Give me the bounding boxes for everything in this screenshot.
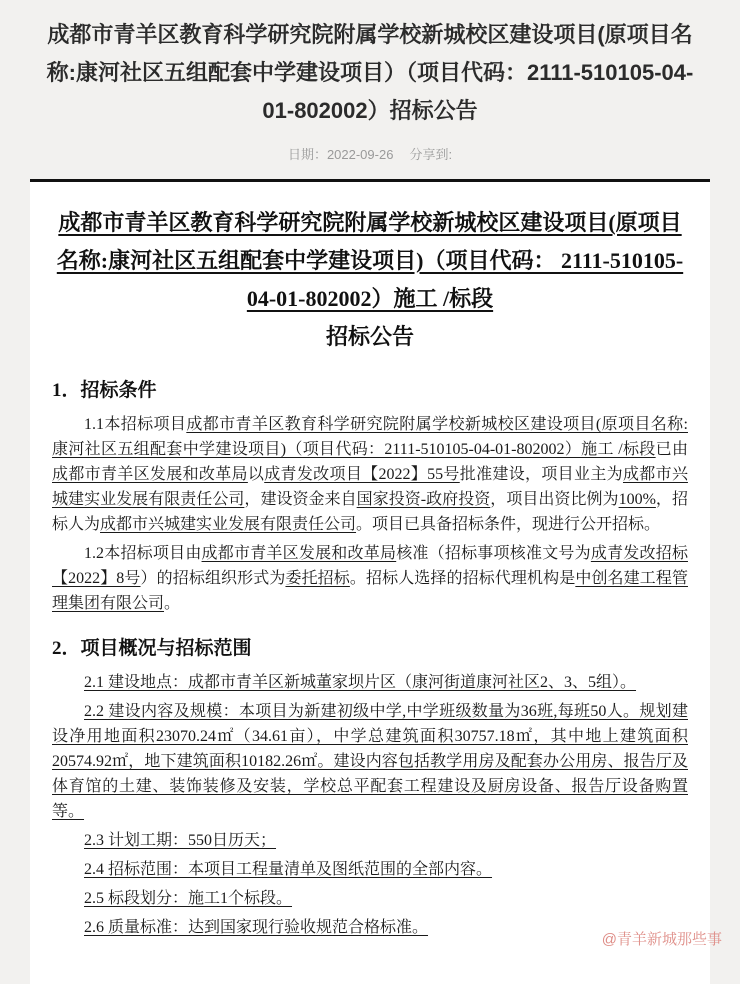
- document-paragraph: 2.3 计划工期：550日历天；: [84, 832, 277, 849]
- publish-date: 日期：2022-09-26: [287, 147, 394, 162]
- document-paragraph: 2.5 标段划分：施工1个标段。: [84, 890, 293, 907]
- meta-row: [34, 144, 706, 163]
- document-paragraph: 2.6 质量标准：达到国家现行验收规范合格标准。: [84, 919, 429, 936]
- document-card: [30, 179, 710, 984]
- section-heading: 1．招标条件: [52, 380, 157, 401]
- document-subtitle: 招标公告: [325, 324, 414, 349]
- watermark: @青羊新城那些事: [601, 931, 722, 948]
- article-header: [0, 0, 740, 163]
- document-paragraph: 2.4 招标范围：本项目工程量清单及图纸范围的全部内容。: [84, 861, 493, 878]
- document-paragraph: 2.1 建设地点：成都市青羊区新城董家坝片区（康河街道康河社区2、3、5组）。: [84, 674, 637, 691]
- document-paragraph: 2.2 建设内容及规模：本项目为新建初级中学,中学班级数量为36班,每班50人。规划建设净用地面积23070.24㎡（34.61亩），中学总建筑面积30757.18㎡，其中地上建筑面积20574.92㎡，地下建筑面积10182.26㎡。建设内容包括教学用房及配套办公用房、报告厅及体育馆的土建、装饰装修及安装，学校总平配套工程建设及厨房设备、报告厅设备购置等。: [52, 703, 688, 820]
- share-link[interactable]: 分享到:: [409, 147, 453, 162]
- document-body: [52, 378, 688, 940]
- document-title: [52, 204, 688, 318]
- article-title: 成都市青羊区教育科学研究院附属学校新城校区建设项目(原项目名称:康河社区五组配套中学建设项目）（项目代码：2111-510105-04-01-802002）招标公告: [46, 22, 694, 123]
- document-title-text: 成都市青羊区教育科学研究院附属学校新城校区建设项目(原项目名称:康河社区五组配套中学建设项目)（项目代码： 2111-510105-04-01-802002）施工 /标段: [56, 210, 684, 311]
- document-paragraph: 1.2本招标项目由成都市青羊区发展和改革局核准（招标事项核准文号为成青发改招标【2022】8号）的招标组织形式为委托招标。招标人选择的招标代理机构是中创名建工程管理集团有限公司。: [52, 545, 688, 612]
- section-heading: 2．项目概况与招标范围: [52, 638, 252, 659]
- document-paragraph: 1.1本招标项目成都市青羊区教育科学研究院附属学校新城校区建设项目(原项目名称:康河社区五组配套中学建设项目)（项目代码：2111-510105-04-01-802002）施工 /标段已由成都市青羊区发展和改革局以成青发改项目【2022】55号批准建设，项目业主为成都市兴城建实业发展有限责任公司，建设资金来自国家投资-政府投资，项目出资比例为100%，招标人为成都市兴城建实业发展有限责任公司。项目已具备招标条件，现进行公开招标。: [52, 416, 688, 533]
